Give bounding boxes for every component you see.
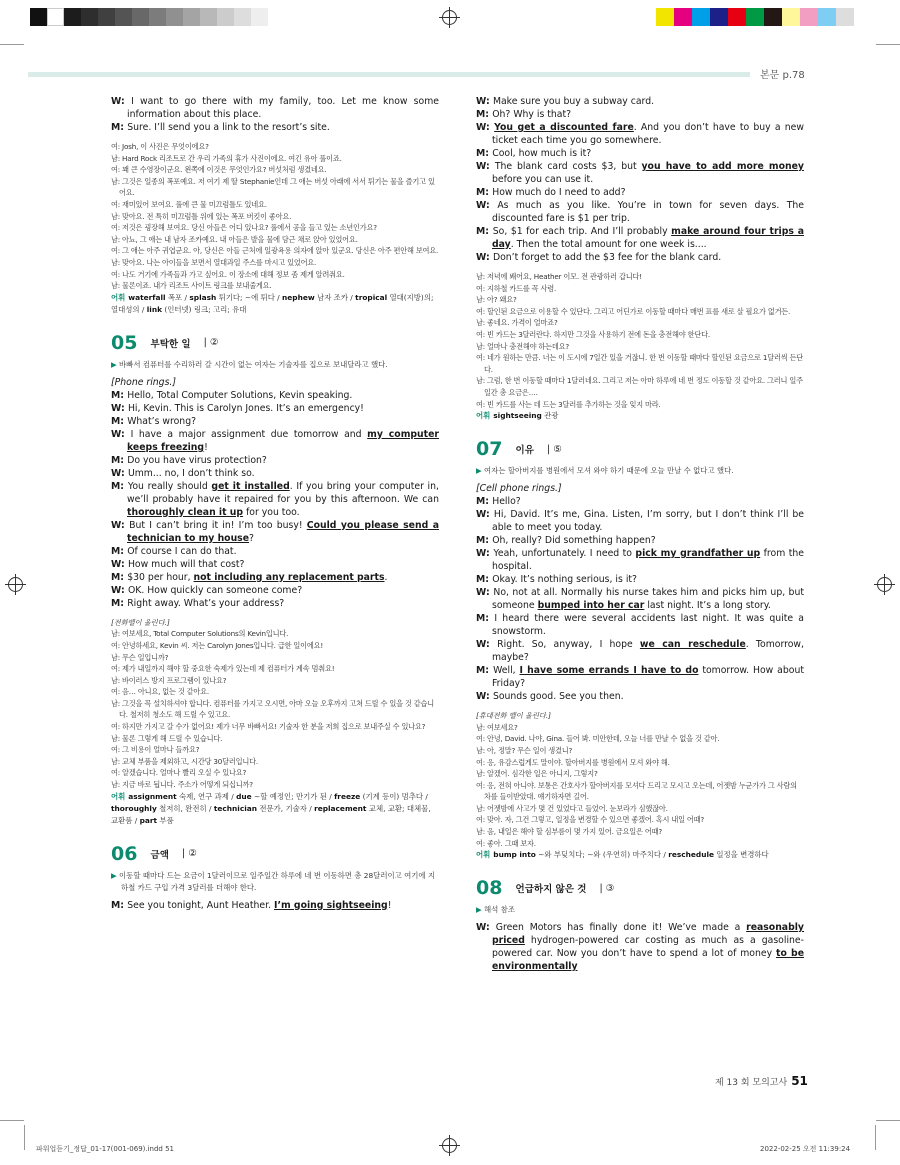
line-text: How much do I need to add? [492,187,626,198]
line-text: last night. It’s a long story. [644,600,771,612]
vocab-word: thoroughly [111,803,157,813]
speaker-label: W: [476,96,493,107]
translation-line: 남: 물론이죠. 내가 리조트 사이트 링크를 보내줄게요. [111,281,272,291]
translation-line: 남: 그럼, 한 번 이동할 때마다 1달러네요. 그리고 저는 아마 하루에 네 번 정도 이동할 것 같아요. 그러니 일주일간 총 요금은…. [476,376,803,397]
registration-mark-left [8,577,23,592]
line-text: No, not at all. Normally his nurse takes him and picks him up, but someone [492,587,804,612]
vocab-word: splash [189,292,217,302]
key-phrase: bumped into her car [537,600,645,612]
triangle-icon: ▶ [111,359,120,369]
vocab-06 [476,410,804,422]
key-phrase: reasonably priced [492,922,804,947]
line-text: Hi, David. It’s me, Gina. Listen, I’m sorry, but I don’t think I’ll be able to meet you today. [492,509,804,534]
key-phrase: I’m going sightseeing [274,899,388,911]
dialogue-line [476,147,804,160]
line-text: Hi, Kevin. This is Carolyn Jones. It’s an emergency! [127,402,364,414]
vocab-label: 어휘 [111,292,126,302]
key-phrase: thoroughly clean it up [127,506,244,518]
answer-badge: | ③ [599,882,615,894]
dialogue-08-start [476,921,804,973]
vocab-meaning: 튀기다; ∼에 튀다 / [216,292,283,302]
dialogue-line [476,160,804,186]
speaker-label: M: [476,535,493,547]
dialogue-line [111,428,439,454]
vocab-meaning: 남자 조카 / [314,292,356,302]
speaker-label: W: [476,587,494,599]
file-name: 파워업듣기_정답_01-17(001-069).indd 51 [36,1145,175,1153]
line-text: from the hospital. [492,548,804,573]
speaker-label: M: [111,597,128,609]
speaker-label: M: [111,415,128,427]
registration-mark-bottom [442,1138,457,1153]
translation-line: 여: 나도 거기에 가족들과 가고 싶어요. 이 장소에 대해 정보 좀 제게 알려줘요. [111,269,345,279]
translation-line: 남: 바이러스 방지 프로그램이 있나요? [111,675,227,685]
section-title: 부탁한 일 [150,338,191,350]
speaker-label: M: [476,109,493,120]
registration-mark-top [442,10,457,25]
translation-line: 남: 얼마나 충전해야 하는데요? [476,341,570,351]
vocab-05 [111,791,439,827]
dialogue-line [111,899,439,912]
dialogue-line [111,389,439,402]
key-phrase: I have some errands I have to do [519,665,699,677]
speaker-label: W: [476,691,493,703]
speaker-label: W: [111,584,128,596]
print-timestamp: 2022-02-25 오전 11:39:24 [760,1145,851,1153]
dialogue-line [476,95,804,108]
summary-text: 여자는 할아버지를 병원에서 모셔 와야 하기 때문에 오늘 만날 수 없다고 했다. [484,466,734,476]
speaker-label: W: [476,922,496,934]
translation-line: 여: 알겠습니다. 얼마나 빨리 오실 수 있나요? [111,768,247,778]
translation-line: 남: 여보세요? [476,722,518,732]
dialogue-line [111,415,439,428]
translation-line: 남: 물론 그렇게 해 드릴 수 있습니다. [111,733,223,743]
dialogue-line [476,690,804,703]
triangle-icon: ▶ [476,905,485,915]
speaker-label: M: [111,545,128,557]
line-text: Okay. It’s nothing serious, is it? [492,574,637,586]
translation-line: 남: 아? 왜요? [476,295,517,305]
vocab-word: technician [213,803,257,813]
left-column [111,95,439,912]
vocab-meaning: ∼와 부딪치다; ∼와 (우연히) 마주치다 / [535,850,669,860]
translation-line: 여: 좋아. 그때 보자. [476,838,536,848]
dialogue-line [111,402,439,415]
vocab-word: link [146,304,162,314]
translation-line: 여: 저것은 굉장해 보여요. 당신 아들은 어디 있나요? 풀에서 공을 들고 있는 소년인가요? [111,223,377,233]
section-05-header [111,332,439,354]
translation-line: 남: 그것을 꼭 설치하셔야 합니다. 컴퓨터를 가지고 오시면, 아마 오늘 오후까지 고쳐 드릴 수 있을 것 같습니다. 철저히 청소도 해 드릴 수 있고요. [111,698,434,720]
translation-line: 여: 빈 카드를 사는 데 드는 3달러를 추가하는 것을 잊지 마라. [476,399,661,409]
dialogue-line [476,508,804,534]
section-number: 08 [476,877,503,900]
line-text: OK. How quickly can someone come? [127,584,303,596]
translation-line: 남: 여보세요, Total Computer Solutions의 Kevin입니다. [111,629,289,639]
key-phrase: not including any replacement parts [193,571,385,583]
line-text: for you too. [243,506,300,518]
line-text: I want to go there with my family, too. Let me know some information about this place. [127,96,439,120]
translation-line: 여: 그 애는 아주 귀엽군요. 아, 당신은 아들 근처에 일광욕용 의자에 앉아 있군요. 당신은 아주 편안해 보여요. [111,246,439,256]
dialogue-line [476,547,804,573]
translation-line: 여: Josh, 이 사진은 무엇이에요? [111,142,209,151]
line-text: . And you don’t have to buy a new ticket each time you go somewhere. [492,122,804,146]
section-number: 05 [111,331,138,354]
translation-continued [111,141,439,292]
vocab-word: tropical [355,292,388,302]
line-text: Make sure you buy a subway card. [492,96,655,107]
vocab-meaning: 철저히, 완전히 / [156,803,214,813]
section-title: 이유 [515,445,534,457]
speaker-label: W: [476,639,498,651]
translation-line: 여: 안녕하세요, Kevin 씨. 저는 Carolyn Jones입니다. 급한 일이에요! [111,640,324,650]
crop-mark [24,1125,25,1150]
translation-line: 남: Hard Rock 리조트로 간 우리 가족의 휴가 사진이에요. 여긴 유아 풀이죠. [111,153,342,163]
line-text: The blank card costs $3, but [494,161,642,172]
header-bar [28,72,750,77]
dialogue-line [476,638,804,664]
dialogue-line [476,664,804,690]
vocab-04 [111,292,439,316]
dialogue-line [111,480,439,519]
dialogue-line [476,186,804,199]
speaker-label: W: [111,402,128,414]
translation-line: 여: 응, 유감스럽게도 말이야. 할아버지를 병원에서 모셔 와야 해. [476,757,670,767]
translation-line: 여: 음… 아니요, 없는 것 같아요. [111,687,209,697]
line-text: ! [204,441,208,453]
section-06-header [111,843,439,865]
speaker-label: M: [111,480,128,492]
translation-line: 여: 하지만 가지고 갈 수가 없어요! 제가 너무 바빠서요! 기술자 한 분을 저희 집으로 보내주실 수 있나요? [111,722,426,732]
scene-note-ko: [휴대전화 벨이 울린다.] [476,711,551,721]
translation-line: 여: 응, 전혀 아니야. 보통은 간호사가 할아버지를 모셔다 드리고 모시고 오는데, 어젯밤 누군가가 그 사람의 차를 들이받았대. 얘기하자면 길어. [476,780,797,802]
line-text: Oh? Why is that? [492,109,572,120]
page-reference: 본문 p.78 [760,70,805,81]
key-phrase: we can reschedule [639,639,746,651]
key-phrase: Could you please send a technician to my house [127,519,439,544]
summary-07 [476,465,804,477]
speaker-label: M: [111,122,128,133]
line-text: I have a major assignment due tomorrow and [130,428,368,440]
key-phrase: make around four trips a day [492,226,804,250]
translation-line: 여: 지하철 카드를 꼭 사렴. [476,283,557,293]
translation-line: 남: 교체 부품을 제외하고, 시간당 30달러입니다. [111,756,258,766]
summary-text: 바빠서 컴퓨터를 수리하러 갈 시간이 없는 여자는 기술자를 집으로 보내달라고 했다. [119,359,388,369]
key-phrase: you have to add more money [641,161,804,172]
line-text: But I can’t bring it in! I’m too busy! [129,519,307,531]
line-text: Well, [493,665,520,677]
key-phrase: to be environmentally [492,948,804,973]
vocab-label: 어휘 [476,850,491,860]
line-text: Don’t forget to add the $3 fee for the blank card. [492,252,722,263]
vocab-meaning: 숙제, 연구 과제 / [176,791,237,801]
translation-line: 남: 아, 정말? 무슨 일이 생겼니? [476,745,573,755]
translation-line: 여: 빈 카드는 3달러란다. 하지만 그것을 사용하기 전에 돈을 충전해야 한단다. [476,329,710,339]
dialogue-line [476,251,804,264]
vocab-word: due [236,791,252,801]
vocab-meaning: 관광 [541,411,559,421]
registration-swatches-color [656,8,872,26]
speaker-label: W: [111,558,128,570]
right-column [476,95,804,973]
vocab-meaning: 열대(지방)의; 열대성의 / [111,292,434,314]
section-title: 언급하지 않은 것 [515,884,587,896]
translation-line: 여: 꽤 큰 수영장이군요. 왼쪽에 이것은 무엇인가요? 버섯처럼 생겼네요. [111,165,327,175]
line-text: . Then the total amount for one week is.... [510,239,707,250]
section-title: 금액 [150,849,169,861]
summary-05 [111,359,439,371]
speaker-label: W: [476,252,493,263]
line-text: Do you have virus protection? [127,454,267,466]
translation-line: 남: 맞아요. 나는 아이들을 보면서 열대과일 주스를 마시고 있었어요. [111,257,317,267]
translation-line: 여: 네가 원하는 만큼. 너는 이 도시에 7일간 있을 거잖니. 한 번 이동할 때마다 할인된 요금으로 1달러씩 든단다. [476,353,804,374]
dialogue-line [111,454,439,467]
dialogue-06-cont [476,95,804,264]
line-text: See you tonight, Aunt Heather. [127,899,274,911]
vocab-word: assignment [128,791,177,801]
speaker-label: W: [111,96,132,107]
speaker-label: M: [476,187,493,198]
vocab-word: nephew [282,292,315,302]
key-phrase: get it installed [211,480,290,492]
speaker-label: M: [111,454,128,466]
dialogue-line [476,573,804,586]
line-text: before you can use it. [492,174,594,185]
line-text: You really should [127,480,212,492]
line-text: ! [387,899,392,911]
line-text: Right. So, anyway, I hope [497,639,640,651]
crop-mark [876,1120,900,1121]
translation-line: 여: 그 비용이 얼마나 들까요? [111,745,200,755]
dialogue-07 [476,495,804,703]
registration-swatches-gray [30,8,308,26]
speaker-label: M: [111,899,128,911]
vocab-label: 어휘 [111,791,126,801]
page-label: 제 13 회 모의고사 [715,1078,788,1088]
translation-line: 남: 알겠어. 심각한 일은 아니지, 그렇지? [476,769,598,779]
dialogue-line [111,558,439,571]
scene-note: [Phone rings.] [111,376,177,388]
vocab-label: 어휘 [476,411,491,421]
line-text: Yeah, unfortunately. I need to [493,548,636,560]
line-text: I heard there were several accidents last night. It was quite a snowstorm. [492,613,804,638]
line-text: . If you bring your computer in, we’ll probably have it repaired for you by this afternoon. We can [127,480,439,505]
line-text: ? [249,532,254,544]
speaker-label: W: [476,548,494,560]
triangle-icon: ▶ [476,466,485,476]
dialogue-line [476,534,804,547]
dialogue-line [111,545,439,558]
scene-note: [Cell phone rings.] [476,483,562,495]
dialogue-line [476,921,804,973]
answer-badge: | ⑤ [547,443,562,455]
translation-line: 여: 제가 내일까지 해야 할 중요한 숙제가 있는데 제 컴퓨터가 계속 멈춰요! [111,664,335,674]
translation-line: 여: 안녕, David. 나야, Gina. 들어 봐. 미안한데, 오늘 너를 만날 수 없을 것 같아. [476,734,720,744]
vocab-word: waterfall [128,292,166,302]
translation-line: 여: 할인된 요금으로 이용할 수 있단다. 그리고 어딘가로 이동할 때마다 매번 표를 새로 살 필요가 없거든. [476,306,791,316]
dialogue-continued [111,95,439,134]
speaker-label: W: [476,122,495,133]
crop-mark [875,1125,876,1150]
dialogue-line [476,108,804,121]
line-text: Hello, Total Computer Solutions, Kevin speaking. [127,389,353,401]
vocab-word: reschedule [668,850,715,860]
answer-badge: | ② [182,848,197,860]
vocab-word: replacement [314,803,367,813]
translation-line: 남: 좋네요. 가격이 얼마죠? [476,318,558,328]
section-number: 07 [476,438,503,461]
speaker-label: M: [476,496,493,508]
vocab-word: part [139,815,158,825]
translation-line: 여: 맞아. 자, 그건 그렇고, 일정을 변경할 수 있으면 좋겠어. 혹시 내일 어때? [476,815,705,825]
dialogue-line [111,571,439,584]
vocab-word: bump into [493,850,536,860]
summary-08 [476,904,804,916]
vocab-meaning: 교체, 교환; 대체물, 교환품 / [111,803,431,825]
vocab-meaning: (인터넷) 링크; 고리; 유대 [162,304,247,314]
line-text: So, $1 for each trip. And I’ll probably [492,226,672,237]
key-phrase: You get a discounted fare [494,122,634,133]
speaker-label: M: [476,226,493,237]
dialogue-line [111,519,439,545]
line-text: $30 per hour, [127,571,194,583]
summary-text: 이동할 때마다 드는 요금이 1달러이므로 일주일간 하루에 네 번 이동하면 총 28달러이고 여기에 지하철 카드 구입 가격 3달러를 더해야 한다. [119,870,435,892]
translation-line: 남: 아뇨, 그 애는 내 남자 조카예요. 내 아들은 발을 물에 담근 채로 앉아 있었어요. [111,234,358,244]
line-text: As much as you like. You’re in town for seven days. The discounted fare is $1 per trip. [492,200,804,224]
section-07-header [476,438,804,460]
line-text: . [384,571,388,583]
section-08-header [476,877,804,899]
translation-line: 남: 맞아요. 전 특히 미끄럼틀 위에 있는 폭포 버킷이 좋아요. [111,211,292,221]
speaker-label: W: [111,428,131,440]
line-text: hydrogen-powered car costing as much as a gasoline-powered car. Now you don’t have to spend a lot of money [492,935,804,960]
answer-badge: | ② [203,337,219,349]
line-text: tomorrow. How about Friday? [492,665,804,690]
dialogue-line [111,121,439,134]
line-text: Hello? [492,496,521,508]
dialogue-line [476,612,804,638]
dialogue-line [476,121,804,147]
translation-line: 남: 무슨 일입니까? [111,652,169,662]
speaker-label: M: [476,148,493,159]
speaker-label: M: [476,665,494,677]
page-number: 51 [791,1074,808,1088]
translation-line: 남: 음, 내일은 해야 할 심부름이 몇 가지 있어. 금요일은 어때? [476,827,662,837]
line-text: Of course I can do that. [127,545,237,557]
dialogue-line [111,584,439,597]
dialogue-line [111,95,439,121]
translation-line: 남: 그것은 일종의 폭포예요. 저 여기 제 딸 Stephanie인데 그 애는 버섯 아래에 서서 튀기는 물을 즐기고 있어요. [111,176,435,198]
speaker-label: W: [111,467,128,479]
line-text: Sure. I’ll send you a link to the resort’s site. [127,122,330,133]
dialogue-line [111,467,439,480]
line-text: Sounds good. See you then. [492,691,624,703]
summary-text: 해석 참조 [484,905,515,915]
speaker-label: W: [476,509,494,521]
vocab-meaning: 폭포 / [165,292,190,302]
triangle-icon: ▶ [111,870,120,880]
translation-07 [476,710,804,849]
registration-mark-right [877,577,892,592]
vocab-meaning: ∼할 예정인; 만기가 된 / [251,791,335,801]
translation-05 [111,617,439,791]
line-text: . Tomorrow, maybe? [492,639,804,664]
line-text: Green Motors has finally done it! We’ve made a [495,922,747,934]
speaker-label: M: [111,571,128,583]
dialogue-line [476,199,804,225]
vocab-meaning: 전문가, 기술자 / [257,803,315,813]
speaker-label: M: [476,574,493,586]
dialogue-06-start [111,899,439,912]
dialogue-line [476,495,804,508]
crop-mark [876,44,900,45]
vocab-meaning: (기계 등이) 멈추다 / [360,791,428,801]
vocab-07 [476,849,804,861]
dialogue-line [476,586,804,612]
key-phrase: my computer keeps freezing [127,428,439,453]
dialogue-line [111,597,439,610]
speaker-label: W: [111,519,130,531]
translation-line: 남: 어젯밤에 사고가 몇 건 있었다고 들었어. 눈보라가 심했잖아. [476,803,668,813]
vocab-word: freeze [334,791,361,801]
crop-mark [0,1120,24,1121]
speaker-label: M: [476,613,495,625]
crop-mark [0,44,24,45]
speaker-label: M: [111,389,128,401]
line-text: What’s wrong? [127,415,197,427]
line-text: Oh, really? Did something happen? [492,535,656,547]
vocab-word: sightseeing [493,411,542,421]
speaker-label: W: [476,161,495,172]
line-text: How much will that cost? [127,558,245,570]
vocab-meaning: 일정을 변경하다 [714,850,769,860]
translation-06 [476,271,804,410]
dialogue-line [476,225,804,251]
scene-note-ko: [전화벨이 울린다.] [111,617,170,627]
summary-06 [111,870,439,894]
speaker-label: W: [476,200,498,211]
dialogue-05 [111,389,439,610]
translation-line: 남: 지금 바로 됩니다. 주소가 어떻게 되십니까? [111,780,253,790]
line-text: Right away. What’s your address? [127,597,285,609]
translation-line: 남: 저녁에 봬어요, Heather 이모. 전 관광하러 갑니다! [476,272,642,281]
translation-line: 여: 재미있어 보여요. 풀에 큰 물 미끄럼틀도 있네요. [111,199,267,209]
page-footer [715,1074,808,1088]
vocab-meaning: 부품 [157,815,174,825]
key-phrase: pick my grandfather up [635,548,761,560]
line-text: Umm... no, I don’t think so. [127,467,255,479]
section-number: 06 [111,842,138,865]
line-text: Cool, how much is it? [492,148,592,159]
